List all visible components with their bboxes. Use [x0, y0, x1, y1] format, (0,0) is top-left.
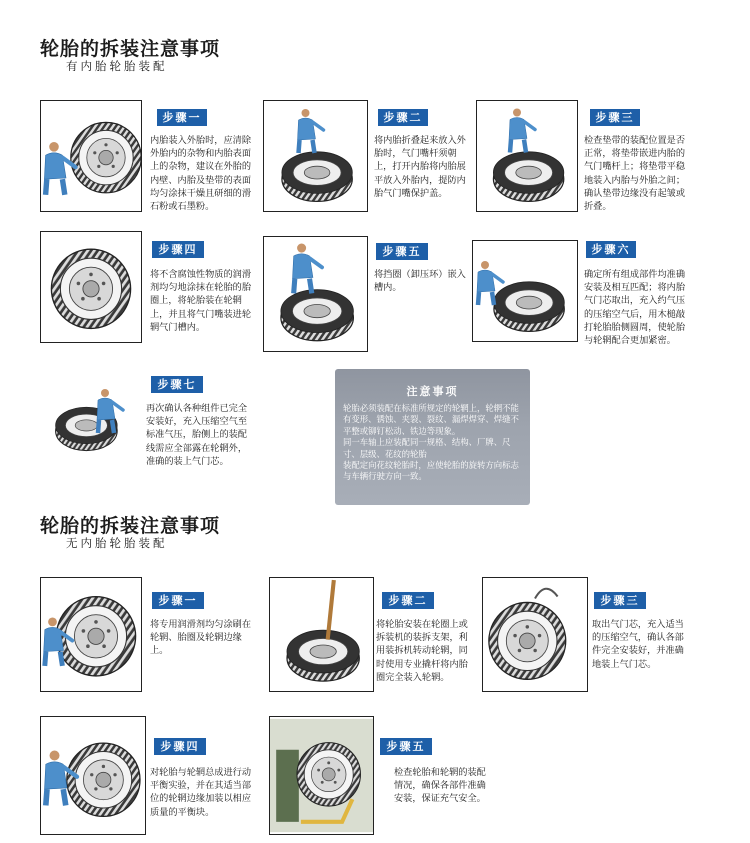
tube-step-3-badge: 步骤三 — [590, 109, 640, 126]
tubeless-step-3-text: 取出气门芯，充入适当的压缩空气，确认各部件完全安装好，并准确地装上气门芯。 — [592, 619, 684, 670]
tubeless-step-1-badge: 步骤一 — [152, 592, 204, 609]
tire-wheel-assembly-icon — [269, 577, 374, 692]
tire-mounting-photo-icon — [263, 236, 368, 352]
notice-box — [335, 369, 530, 505]
tubeless-step-5-badge: 步骤五 — [380, 738, 432, 755]
tire-mounting-photo-icon — [40, 100, 142, 212]
tubeless-step-4-text: 对轮胎与轮辋总成进行动平衡实验，并在其适当部位的轮辋边缘加装以相应质量的平衡块。 — [150, 767, 252, 818]
tire-mounting-photo-icon — [263, 100, 368, 212]
tube-step-3-text: 检查垫带的装配位置是否正常，将垫带嵌进内胎的气门嘴杆上；将垫带平稳地装入内胎与外胎之间；确认垫带边缘没有起皱或折叠。 — [584, 135, 686, 213]
tube-step-5-text: 将挡圈（卸压环）嵌入槽内。 — [374, 269, 466, 294]
notice-text — [335, 399, 530, 483]
tire-wheel-assembly-icon — [40, 231, 142, 343]
tubeless-step-5-text: 检查轮胎和轮辋的装配情况，确保各部件准确安装，保证充气安全。 — [394, 767, 486, 805]
notice-title: 注意事项 — [406, 385, 459, 398]
tube-step-1-text: 内胎装入外胎时，应清除外胎内的杂物和内胎表面上的杂物，建议在外胎的内壁、内胎及垫带的表面均匀涂抹干燥且研细的滑石粉或石墨粉。 — [150, 135, 252, 213]
section-title-tubeless: 轮胎的拆装注意事项 — [40, 515, 221, 537]
tube-step-4-badge: 步骤四 — [152, 241, 204, 258]
tube-step-2-text: 将内胎折叠起来放入外胎时，气门嘴杆须朝上，打开内胎将内胎展平放入外胎内，提防内胎气门嘴保护盖。 — [374, 135, 466, 199]
section-subtitle-tube: 有内胎轮胎装配 — [66, 59, 168, 73]
tire-mounting-photo-icon — [476, 100, 578, 212]
tubeless-step-4-badge: 步骤四 — [154, 738, 206, 755]
tube-step-1-badge: 步骤一 — [157, 109, 207, 126]
notice-line: 轮胎必须装配在标准所规定的轮辋上，轮辋不能有变形、锈蚀、夹裂、裂纹、漏焊焊穿、焊缝不平整或铆钉松动、铁边等现象。 — [343, 403, 519, 436]
tubeless-step-1-text: 将专用润滑剂均匀涂刷在轮辋、胎圈及轮辋边缘上。 — [150, 619, 252, 657]
tire-mounting-photo-icon — [40, 364, 140, 464]
section-title-tube: 轮胎的拆装注意事项 — [40, 38, 221, 60]
tubeless-step-3-badge: 步骤三 — [594, 592, 646, 609]
tire-mounting-photo-icon — [472, 240, 578, 342]
tube-step-5-badge: 步骤五 — [376, 243, 428, 260]
tubeless-step-2-badge: 步骤二 — [382, 592, 434, 609]
tube-step-6-text: 确定所有组成部件均准确安装及相互匹配；将内胎气门芯取出，充入约气压的压缩空气后，用木槌敲打轮胎胎侧圆周，使轮胎与轮辋配合更加紧密。 — [584, 269, 686, 347]
tire-mounting-photo-icon — [40, 577, 142, 692]
tubeless-step-2-text: 将轮胎安装在轮圈上或拆装机的装拆支架，利用装拆机转动轮辋，同时使用专业撬杆将内胎圈完全装入轮辋。 — [376, 619, 468, 683]
tire-wheel-assembly-icon — [269, 716, 374, 835]
tube-step-4-text: 将不含腐蚀性物质的润滑剂均匀地涂抹在轮胎的胎圈上，将轮胎装在轮辋上，并且将气门嘴装进轮辋气门槽内。 — [150, 269, 252, 333]
tube-step-2-badge: 步骤二 — [378, 109, 428, 126]
tire-mounting-photo-icon — [40, 716, 146, 835]
section-subtitle-tubeless: 无内胎轮胎装配 — [66, 536, 168, 550]
tire-mounting-photo-icon — [482, 577, 588, 692]
tube-step-7-badge: 步骤七 — [151, 376, 203, 393]
tube-step-6-badge: 步骤六 — [586, 241, 636, 258]
notice-line: 同一车轴上应装配同一规格、结构、厂牌、尺寸、层级、花纹的轮胎 — [343, 437, 511, 459]
tube-step-7-text: 再次确认各种组件已完全安装好，充入压缩空气至标准气压，胎侧上的装配线需应全部露在轮辋外，准确的装上气门芯。 — [146, 403, 248, 467]
notice-line: 装配定向花纹轮胎时，应使轮胎的旋转方向标志与车辆行驶方向一致。 — [343, 460, 519, 482]
